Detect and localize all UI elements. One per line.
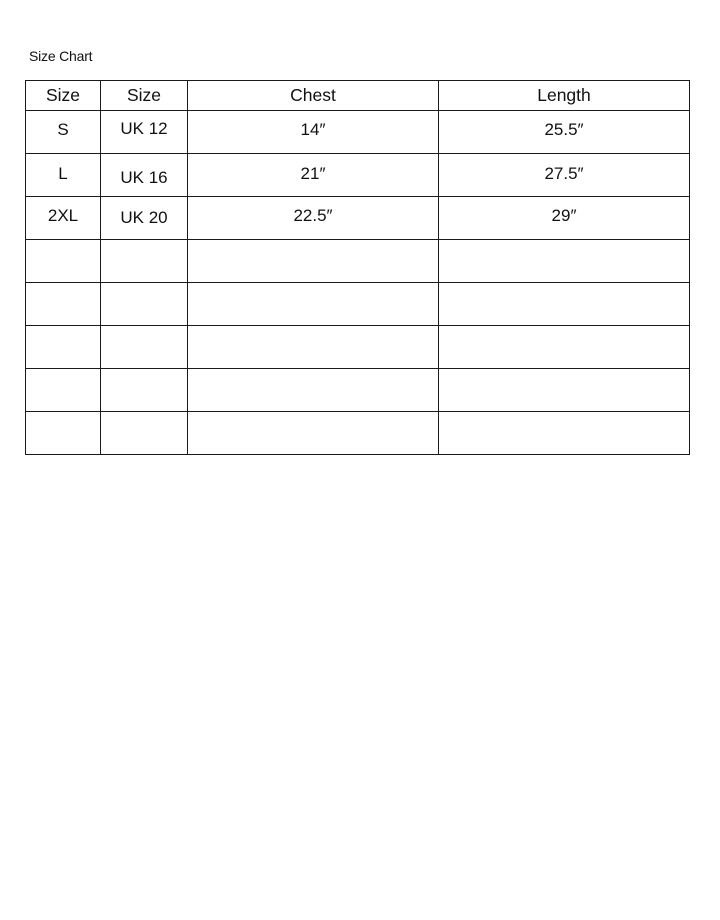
- cell-size: S: [26, 111, 101, 154]
- cell-uk-size: UK 20: [101, 197, 188, 240]
- table-row-empty: [26, 283, 690, 326]
- cell-size: 2XL: [26, 197, 101, 240]
- cell-length: 27.5″: [439, 154, 690, 197]
- cell-uk-size: [101, 369, 188, 412]
- cell-uk-size: [101, 326, 188, 369]
- table-row-empty: [26, 326, 690, 369]
- cell-size: [26, 326, 101, 369]
- cell-chest: [188, 283, 439, 326]
- cell-uk-size: [101, 283, 188, 326]
- cell-length: [439, 240, 690, 283]
- table-row: [26, 154, 690, 197]
- cell-size: [26, 240, 101, 283]
- cell-chest: 21″: [188, 154, 439, 197]
- cell-uk-size: [101, 412, 188, 455]
- cell-size: [26, 283, 101, 326]
- page-title: Size Chart: [29, 48, 93, 64]
- table-row: [26, 111, 690, 154]
- size-chart-table: [25, 80, 690, 455]
- cell-length: 29″: [439, 197, 690, 240]
- cell-size: L: [26, 154, 101, 197]
- table-row-empty: [26, 412, 690, 455]
- cell-chest: 14″: [188, 111, 439, 154]
- cell-uk-size: [101, 240, 188, 283]
- cell-size: [26, 412, 101, 455]
- column-header-length: Length: [439, 81, 690, 111]
- table-row: [26, 197, 690, 240]
- table-header-row: [26, 81, 690, 111]
- cell-length: [439, 369, 690, 412]
- cell-chest: [188, 240, 439, 283]
- cell-chest: [188, 326, 439, 369]
- cell-length: 25.5″: [439, 111, 690, 154]
- column-header-chest: Chest: [188, 81, 439, 111]
- column-header-size: Size: [26, 81, 101, 111]
- table-row-empty: [26, 369, 690, 412]
- cell-length: [439, 283, 690, 326]
- cell-chest: [188, 369, 439, 412]
- cell-length: [439, 412, 690, 455]
- cell-size: [26, 369, 101, 412]
- cell-uk-size: UK 16: [101, 154, 188, 197]
- cell-uk-size: UK 12: [101, 111, 188, 154]
- cell-chest: 22.5″: [188, 197, 439, 240]
- cell-chest: [188, 412, 439, 455]
- cell-length: [439, 326, 690, 369]
- table-row-empty: [26, 240, 690, 283]
- column-header-uk-size: Size: [101, 81, 188, 111]
